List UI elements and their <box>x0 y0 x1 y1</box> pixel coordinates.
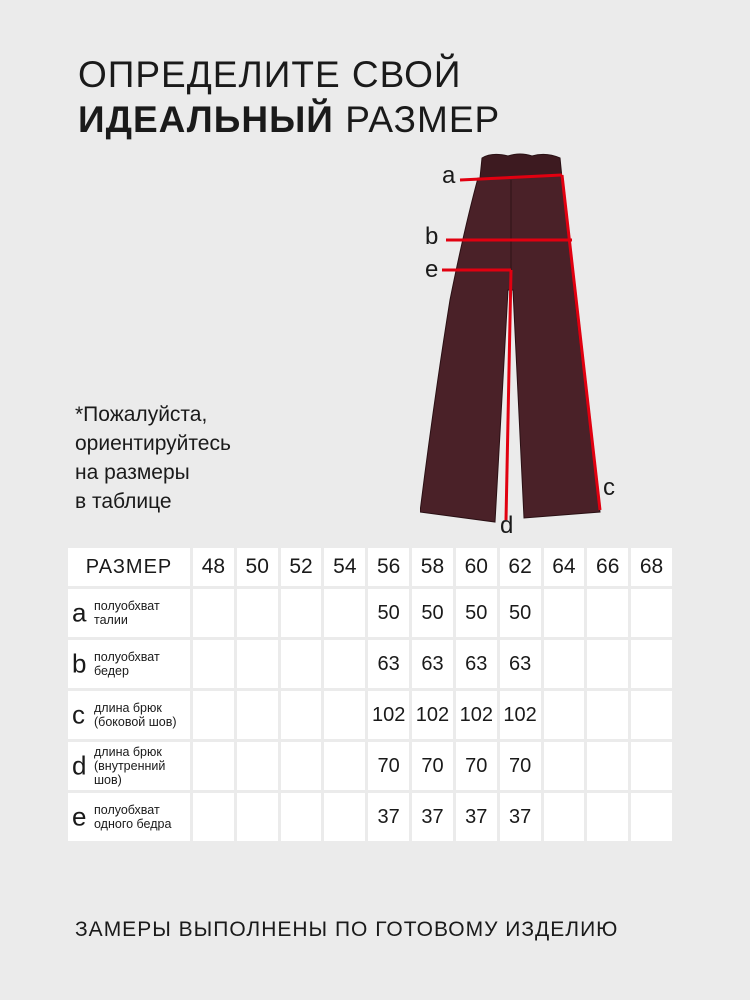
note-line: ориентируйтесь <box>75 432 231 455</box>
label-a: a <box>442 162 456 189</box>
table-cell <box>324 793 365 841</box>
table-cell <box>281 793 322 841</box>
row-letter: a <box>72 597 87 628</box>
table-cell: 50 <box>368 589 409 637</box>
table-cell <box>193 589 234 637</box>
label-d: d <box>500 512 514 539</box>
title-regular-word: РАЗМЕР <box>345 99 501 140</box>
table-cell <box>281 640 322 688</box>
row-label-cell <box>68 640 190 688</box>
size-header-cell: 54 <box>324 548 365 586</box>
table-cell: 50 <box>500 589 541 637</box>
title-line-2 <box>78 97 500 142</box>
table-cell <box>587 793 628 841</box>
table-cell: 63 <box>456 640 497 688</box>
table-cell: 70 <box>500 742 541 790</box>
table-cell <box>544 793 585 841</box>
table-cell: 37 <box>412 793 453 841</box>
table-row <box>68 589 672 637</box>
table-cell <box>587 640 628 688</box>
table-cell <box>281 691 322 739</box>
row-label-cell <box>68 742 190 790</box>
table-row <box>68 640 672 688</box>
size-header-cell: 50 <box>237 548 278 586</box>
table-cell: 102 <box>456 691 497 739</box>
label-b: b <box>425 223 439 250</box>
table-cell: 37 <box>456 793 497 841</box>
title-bold-word: ИДЕАЛЬНЫЙ <box>78 99 334 140</box>
table-cell <box>193 793 234 841</box>
row-letter: c <box>72 699 85 730</box>
table-cell <box>237 742 278 790</box>
table-cell <box>281 742 322 790</box>
table-cell <box>324 742 365 790</box>
table-cell: 102 <box>412 691 453 739</box>
size-header-cell: 62 <box>500 548 541 586</box>
row-letter: b <box>72 648 87 679</box>
size-header-cell: 48 <box>193 548 234 586</box>
row-label: длина брюк (боковой шов) <box>94 701 177 729</box>
table-cell: 102 <box>500 691 541 739</box>
table-cell: 63 <box>368 640 409 688</box>
table-cell: 63 <box>412 640 453 688</box>
table-cell <box>631 793 672 841</box>
table-cell <box>631 589 672 637</box>
table-cell <box>193 640 234 688</box>
table-cell: 37 <box>368 793 409 841</box>
table-cell <box>544 691 585 739</box>
row-label: полуобхват бедер <box>94 650 160 678</box>
table-cell: 63 <box>500 640 541 688</box>
label-c: c <box>603 474 615 501</box>
row-letter: d <box>72 750 87 781</box>
row-letter: e <box>72 801 87 832</box>
table-cell <box>587 742 628 790</box>
title-line-1: ОПРЕДЕЛИТЕ СВОЙ <box>78 54 462 95</box>
row-label: длина брюк (внутренний шов) <box>94 745 166 787</box>
row-label-cell <box>68 691 190 739</box>
table-cell: 102 <box>368 691 409 739</box>
table-cell <box>193 742 234 790</box>
table-cell: 50 <box>412 589 453 637</box>
table-cell <box>193 691 234 739</box>
table-cell: 70 <box>456 742 497 790</box>
size-header-cell: 58 <box>412 548 453 586</box>
table-row <box>68 793 672 841</box>
table-cell <box>544 589 585 637</box>
row-label-cell <box>68 793 190 841</box>
note-line: на размеры <box>75 461 190 484</box>
table-cell <box>237 589 278 637</box>
row-label-cell <box>68 589 190 637</box>
table-row <box>68 742 672 790</box>
table-cell: 70 <box>368 742 409 790</box>
table-cell <box>544 640 585 688</box>
page-title <box>78 52 500 142</box>
note-line: *Пожалуйста, <box>75 403 208 426</box>
row-label: полуобхват талии <box>94 599 160 627</box>
table-cell <box>237 793 278 841</box>
table-cell <box>631 640 672 688</box>
label-e: e <box>425 256 439 283</box>
table-cell <box>237 640 278 688</box>
table-header-row <box>68 548 672 586</box>
table-cell <box>237 691 278 739</box>
trousers-illustration <box>420 150 630 540</box>
table-cell <box>587 589 628 637</box>
trousers-diagram <box>420 150 630 540</box>
table-cell: 70 <box>412 742 453 790</box>
table-cell <box>631 742 672 790</box>
size-header-cell: 66 <box>587 548 628 586</box>
table-cell <box>324 691 365 739</box>
table-cell <box>281 589 322 637</box>
table-cell <box>631 691 672 739</box>
size-header-cell: 52 <box>281 548 322 586</box>
size-note <box>75 400 231 516</box>
size-header-cell: 68 <box>631 548 672 586</box>
size-table <box>65 545 675 844</box>
table-cell <box>324 589 365 637</box>
footer-note: ЗАМЕРЫ ВЫПОЛНЕНЫ ПО ГОТОВОМУ ИЗДЕЛИЮ <box>75 918 619 941</box>
size-header-label: РАЗМЕР <box>68 548 190 586</box>
size-header-cell: 60 <box>456 548 497 586</box>
table-cell <box>587 691 628 739</box>
table-cell: 50 <box>456 589 497 637</box>
table-row <box>68 691 672 739</box>
size-header-cell: 64 <box>544 548 585 586</box>
table-cell <box>544 742 585 790</box>
row-label: полуобхват одного бедра <box>94 803 172 831</box>
table-cell: 37 <box>500 793 541 841</box>
note-line: в таблице <box>75 490 172 513</box>
table-cell <box>324 640 365 688</box>
size-header-cell: 56 <box>368 548 409 586</box>
